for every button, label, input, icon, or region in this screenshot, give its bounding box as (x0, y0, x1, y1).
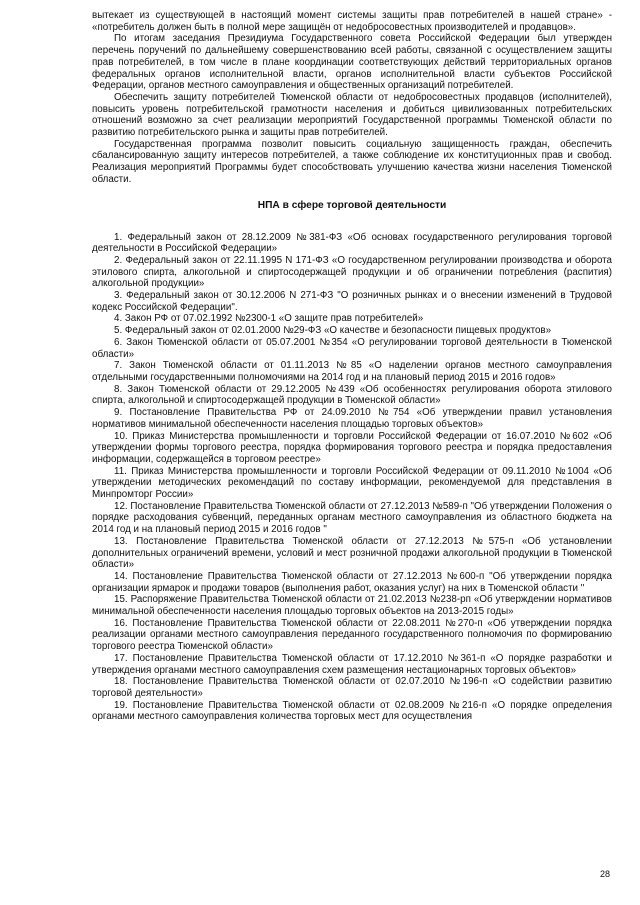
list-item: 13. Постановление Правительства Тюменской области от 27.12.2013 №575-п «Об установлении дополнительных ограничений времени, условий и мест розничной продажи алкогольной продукции в Тюменской области» (92, 535, 612, 571)
list-item: 10. Приказ Министерства промышленности и торговли Российской Федерации от 16.07.2010 №602 «Об утверждении формы торгового реестра, порядка формирования торгового реестра и порядка предоставления информации, содержащейся в торговом реестре» (92, 430, 612, 465)
intro-paragraph-1: вытекает из существующей в настоящий момент системы защиты прав потребителей в нашей стране» - «потребитель должен быть в полной мере защищён от недобросовестных производителей и продавцов». (92, 10, 612, 33)
list-item: 18. Постановление Правительства Тюменской области от 02.07.2010 №196-п «О содействии развитию торговой деятельности» (92, 676, 612, 699)
intro-paragraph-2: По итогам заседания Президиума Государственного совета Российской Федерации был утвержден перечень поручений по дальнейшему совершенствованию всей работы, связанной с осуществлением защиты прав потребителей, в том числе в плане координации соответствующих действий территориальных органов федеральных органов исполнительной власти, органов исполнительной власти субъектов Российской Федерации, органов местного самоуправления и общественных организаций потребителей. (92, 33, 612, 92)
list-item: 12. Постановление Правительства Тюменской области от 27.12.2013 №589-п "Об утверждении Положения о порядке расходования субвенций, переданных органам местного самоуправления из областного бюджета на 2014 год и на плановый период 2015 и 2016 годов " (92, 500, 612, 536)
list-item: 3. Федеральный закон от 30.12.2006 N 271-ФЗ "О розничных рынках и о внесении изменений в Трудовой кодекс Российской Федерации". (92, 290, 612, 313)
list-item: 8. Закон Тюменской области от 29.12.2005 №439 «Об особенностях регулирования оборота этилового спирта, алкогольной и спиртосодержащей продукции в Тюменской области» (92, 383, 612, 407)
list-item: 4. Закон РФ от 07.02.1992 №2300-1 «О защите прав потребителей» (114, 313, 424, 325)
list-item: 16. Постановление Правительства Тюменской области от 22.08.2011 №270-п «Об утверждении порядка реализации органами местного самоуправления переданного государственного полномочия по формированию торгового реестра Тюменской области» (92, 617, 612, 653)
section-heading: НПА в сфере торговой деятельности (257, 199, 447, 211)
list-item: 14. Постановление Правительства Тюменской области от 27.12.2013 №600-п "Об утверждении порядка организации ярмарок и продажи товаров (выполнения работ, оказания услуг) на них в Тюменской области " (92, 570, 612, 594)
list-item: 17. Постановление Правительства Тюменской области от 17.12.2010 №361-п «О порядке разработки и утверждения органами местного самоуправления схем размещения нестационарных торговых объектов» (92, 652, 612, 676)
page-number: 28 (599, 869, 610, 879)
list-item: 15. Распоряжение Правительства Тюменской области от 21.02.2013 №238-рп «Об утверждении нормативов минимальной обеспеченности населения площадью торговых объектов на 2013-2015 годы» (92, 594, 612, 618)
list-item: 9. Постановление Правительства РФ от 24.09.2010 №754 «Об утверждении правил установления нормативов минимальной обеспеченности населения площадью торговых объектов» (92, 407, 612, 430)
list-item: 6. Закон Тюменской области от 05.07.2001 №354 «О регулировании торговой деятельности в Тюменской области» (92, 336, 612, 360)
list-item: 11. Приказ Министерства промышленности и торговли Российской Федерации от 09.11.2010 №1004 «Об утверждении методических рекомендаций по составу информации, рекомендуемой для представления в Минпромторг России» (92, 465, 612, 501)
intro-paragraph-4: Государственная программа позволит повысить социальную защищенность граждан, обеспечить сбалансированную защиту интересов потребителей, а также соблюдение их конституционных прав и свобод. Реализация мероприятий Программы будет способствовать улучшению качества жизни населения Тюменской области. (92, 138, 612, 185)
list-item: 7. Закон Тюменской области от 01.11.2013 №85 «О наделении органов местного самоуправления отдельными государственными полномочиями на 2014 год и на плановый период 2015 и 2016 годов» (92, 360, 612, 383)
npa-list (92, 232, 612, 724)
list-item: 1. Федеральный закон от 28.12.2009 №381-ФЗ «Об основах государственного регулирования торговой деятельности в Российской Федерации» (92, 231, 612, 255)
list-item: 19. Постановление Правительства Тюменской области от 02.08.2009 №216-п «О порядке определения органами местного самоуправления количества торговых мест для осуществления (92, 699, 612, 723)
list-item: 5. Федеральный закон от 02.01.2000 №29-ФЗ «О качестве и безопасности пищевых продуктов» (114, 325, 552, 337)
intro-paragraph-3: Обеспечить защиту потребителей Тюменской области от недобросовестных продавцов (исполнителей), повысить уровень потребительской грамотности населения и добиться цивилизованных потребительских отношений возможно за счет реализации мероприятий Государственной программы Тюменской области по развитию потребительского рынка и защиты прав потребителей. (92, 91, 612, 139)
list-item: 2. Федеральный закон от 22.11.1995 N 171-ФЗ «О государственном регулировании производства и оборота этилового спирта, алкогольной и спиртосодержащей продукции и об ограничении потребления (распития) алкогольной продукции» (92, 254, 612, 290)
